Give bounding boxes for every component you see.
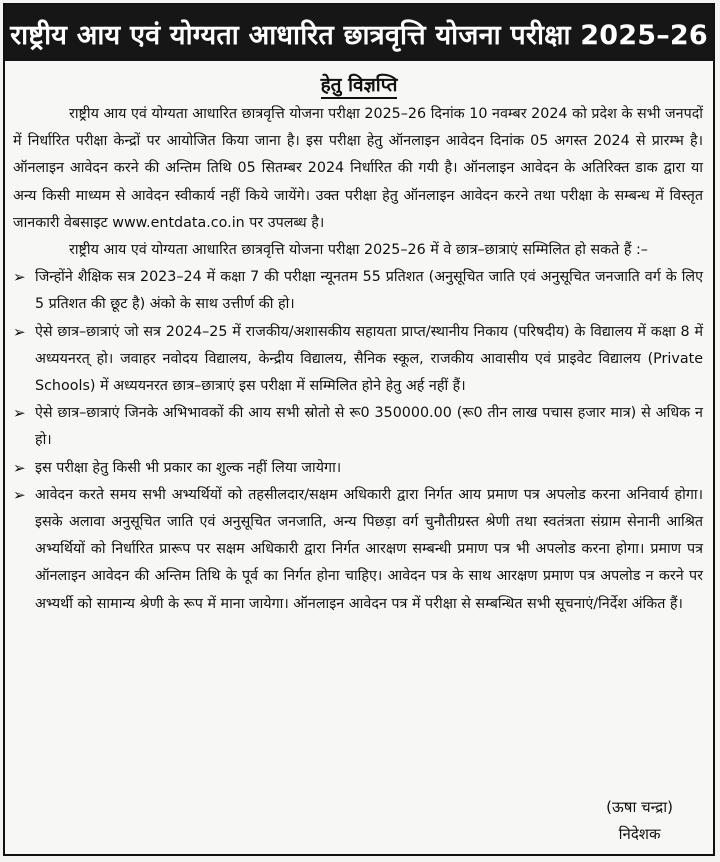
list-item (13, 482, 703, 618)
intro-paragraph: राष्ट्रीय आय एवं योग्यता आधारित छात्रवृत्ति योजना परीक्षा 2025–26 दिनांक 10 नवम्बर 2024 को प्रदेश के सभी जनपदों में निर्धारित परीक्षा केन्द्रों पर आयोजित किया जाना है। इस परीक्षा हेतु ऑनलाइन आवेदन दिनांक 05 अगस्त 2024 से प्रारम्भ है। ऑनलाइन आवेदन करने की अन्तिम तिथि 05 सितम्बर 2024 निर्धारित की गयी है। ऑनलाइन आवेदन के अतिरिक्त डाक द्वारा या अन्य किसी माध्यम से आवेदन स्वीकार्य नहीं किये जायेंगे। उक्त परीक्षा हेतु ऑनलाइन आवेदन करने तथा परीक्षा के सम्बन्ध में विस्तृत जानकारी वेबसाइट www.entdata.co.in पर उपलब्ध है। (13, 106, 703, 231)
eligibility-list (13, 264, 703, 618)
eligibility-paragraph: राष्ट्रीय आय एवं योग्यता आधारित छात्रवृत्ति योजना परीक्षा 2025–26 में वे छात्र–छात्राएं सम्मिलित हो सकते हैं :– (69, 242, 648, 259)
arrow-bullet-icon: ➢ (13, 458, 26, 477)
list-item-text: ऐसे छात्र–छात्राएं जिनके अभिभावकों की आय सभी स्रोतो से रू0 350000.00 (रू0 तीन लाख पचास हजार मात्र) से अधिक न हो। (35, 405, 703, 449)
list-item (13, 455, 703, 482)
signatory-name: (ऊषा चन्द्रा) (606, 798, 673, 816)
list-item-text: जिन्होंने शैक्षिक सत्र 2023–24 में कक्षा 7 की परीक्षा न्यूनतम 55 प्रतिशत (अनुसूचित जाति एवं अनुसूचित जनजाति वर्ग के लिए 5 प्रतिशत की छूट है) अंको के साथ उत्तीर्ण की हो। (35, 269, 703, 313)
list-item (13, 264, 703, 318)
arrow-bullet-icon: ➢ (13, 268, 26, 287)
list-item-text: ऐसे छात्र–छात्राएं जो सत्र 2024–25 में राजकीय/अशासकीय सहायता प्राप्त/स्थानीय निकाय (परिषदीय) के विद्यालय में कक्षा 8 में अध्ययनरत् हो। जवाहर नवोदय विद्यालय, केन्द्रीय विद्यालय, सैनिक स्कूल, राजकीय आवासीय एवं प्राइवेट विद्यालय (Private Schools) में अध्ययनरत छात्र–छात्राएं इस परीक्षा में सम्मिलित होने हेतु अर्ह नहीं हैं। (35, 323, 703, 395)
arrow-bullet-icon: ➢ (13, 404, 26, 423)
header-title: राष्ट्रीय आय एवं योग्यता आधारित छात्रवृत्ति योजना परीक्षा 2025–26 (10, 19, 708, 51)
notice-title-text: हेतु विज्ञप्ति (321, 74, 398, 99)
notice-title (5, 71, 713, 97)
list-item (13, 319, 703, 401)
arrow-bullet-icon: ➢ (13, 485, 26, 504)
list-item-text: आवेदन करते समय सभी अभ्यर्थियों को तहसीलदार/सक्षम अधिकारी द्वारा निर्गत आय प्रमाण पत्र अपलोड करना अनिवार्य होगा। इसके अलावा अनुसूचित जाति एवं अनुसूचित जनजाति, अन्य पिछड़ा वर्ग चुनौतीग्रस्त श्रेणी तथा स्वतंत्रता संग्राम सेनानी आश्रित अभ्यर्थियों को निर्धारित प्रारूप पर सक्षम अधिकारी द्वारा निर्गत आरक्षण सम्बन्धी प्रमाण पत्र भी अपलोड करना होगा। प्रमाण पत्र ऑनलाइन आवेदन की अन्तिम तिथि के पूर्व का निर्गत होना चाहिए। आवेदन पत्र के साथ आरक्षण प्रमाण पत्र अपलोड न करने पर अभ्यर्थी को सामान्य श्रेणी के रूप में माना जायेगा। ऑनलाइन आवेदन पत्र में परीक्षा से सम्बन्धित सभी सूचनाएं/निर्देश अंकित हैं। (35, 486, 703, 612)
list-item-text: इस परीक्षा हेतु किसी भी प्रकार का शुल्क नहीं लिया जायेगा। (35, 459, 342, 476)
list-item (13, 400, 703, 454)
notice-body (5, 101, 713, 618)
notice-header (5, 5, 713, 61)
signatory-designation: निदेशक (618, 825, 661, 843)
signature-block (606, 794, 673, 848)
notice-frame (3, 3, 715, 856)
arrow-bullet-icon: ➢ (13, 322, 26, 341)
